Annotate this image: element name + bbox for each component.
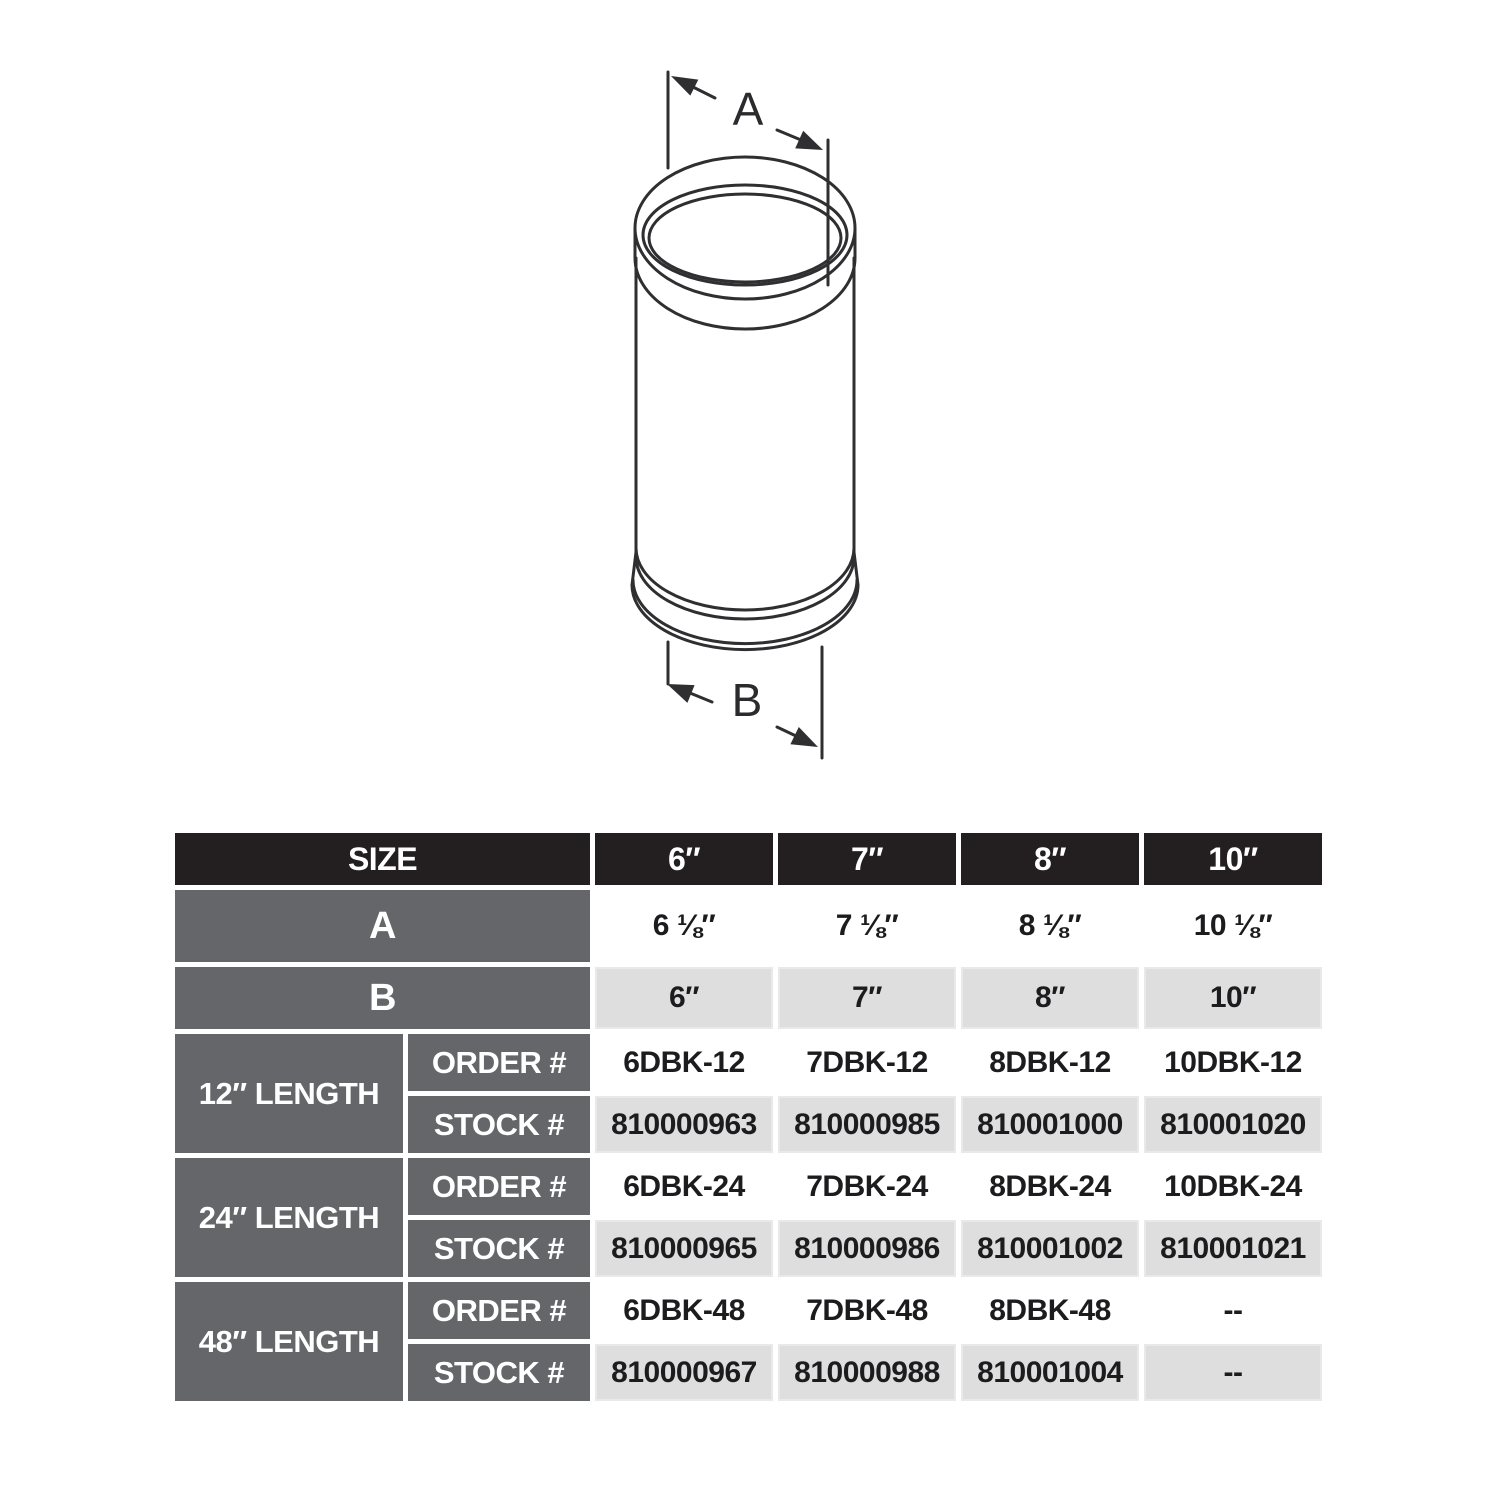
dim-a-arrow-left-tail	[693, 87, 715, 98]
stock-number-label: STOCK #	[408, 1096, 590, 1153]
order-number-cell: 7DBK-48	[778, 1282, 956, 1339]
dim-a-row	[175, 890, 1322, 962]
order-number-cell: --	[1144, 1282, 1322, 1339]
stock-number-cell: 810000965	[595, 1220, 773, 1277]
dim-a-value: 8 ⅛″	[961, 890, 1139, 962]
pipe-bottom-edge-arc-2	[632, 585, 858, 650]
dim-b-value: 6″	[595, 967, 773, 1029]
dim-b-arrowhead-left	[667, 684, 695, 703]
dim-b-arrow-right-tail	[777, 727, 796, 736]
dim-a-arrowhead-left	[671, 76, 698, 96]
stock-number-cell: 810001000	[961, 1096, 1139, 1153]
order-number-cell: 7DBK-24	[778, 1158, 956, 1215]
length-24-label: 24″ LENGTH	[175, 1158, 403, 1277]
order-number-cell: 6DBK-48	[595, 1282, 773, 1339]
order-number-cell: 8DBK-24	[961, 1158, 1139, 1215]
stock-number-cell: 810000986	[778, 1220, 956, 1277]
stock-number-cell: 810000963	[595, 1096, 773, 1153]
length-12-order-row	[175, 1034, 1322, 1091]
dim-b-value: 10″	[1144, 967, 1322, 1029]
stock-number-label: STOCK #	[408, 1220, 590, 1277]
dim-label-b: B	[731, 674, 763, 726]
pipe-top-crimp-ellipse-2	[649, 194, 841, 282]
size-col-7: 7″	[778, 833, 956, 885]
dim-b-value: 8″	[961, 967, 1139, 1029]
order-number-cell: 8DBK-12	[961, 1034, 1139, 1091]
order-number-cell: 10DBK-12	[1144, 1034, 1322, 1091]
order-number-label: ORDER #	[408, 1034, 590, 1091]
pipe-top-crimp-ellipse-1	[643, 185, 847, 285]
stock-number-cell: 810001021	[1144, 1220, 1322, 1277]
pipe-top-outer-ellipse	[635, 157, 855, 299]
order-number-label: ORDER #	[408, 1158, 590, 1215]
order-number-cell: 10DBK-24	[1144, 1158, 1322, 1215]
dim-b-row-label: B	[175, 967, 590, 1029]
stock-number-cell: 810001004	[961, 1344, 1139, 1401]
size-header-cell: SIZE	[175, 833, 590, 885]
dim-a-value: 6 ⅛″	[595, 890, 773, 962]
length-48-label: 48″ LENGTH	[175, 1282, 403, 1401]
order-number-cell: 6DBK-12	[595, 1034, 773, 1091]
stock-number-cell: 810000985	[778, 1096, 956, 1153]
dim-a-arrowhead-right	[795, 131, 823, 150]
dim-b-arrow-left-tail	[690, 693, 712, 702]
size-col-10: 10″	[1144, 833, 1322, 885]
dim-b-row	[175, 967, 1322, 1029]
dim-label-a: A	[732, 83, 764, 135]
stock-number-cell: 810001020	[1144, 1096, 1322, 1153]
stock-number-cell: 810000967	[595, 1344, 773, 1401]
dim-a-value: 10 ⅛″	[1144, 890, 1322, 962]
dim-a-value: 7 ⅛″	[778, 890, 956, 962]
order-number-label: ORDER #	[408, 1282, 590, 1339]
stock-number-cell: --	[1144, 1344, 1322, 1401]
dim-a-arrow-right-tail	[777, 130, 801, 140]
size-col-6: 6″	[595, 833, 773, 885]
stock-number-label: STOCK #	[408, 1344, 590, 1401]
length-12-label: 12″ LENGTH	[175, 1034, 403, 1153]
order-number-cell: 6DBK-24	[595, 1158, 773, 1215]
stock-number-cell: 810000988	[778, 1344, 956, 1401]
dim-a-row-label: A	[175, 890, 590, 962]
stock-number-cell: 810001002	[961, 1220, 1139, 1277]
order-number-cell: 7DBK-12	[778, 1034, 956, 1091]
length-24-order-row	[175, 1158, 1322, 1215]
spec-table	[170, 828, 1327, 1406]
size-header-row	[175, 833, 1322, 885]
length-48-order-row	[175, 1282, 1322, 1339]
dim-b-value: 7″	[778, 967, 956, 1029]
dim-b-arrowhead-right	[790, 727, 818, 747]
size-col-8: 8″	[961, 833, 1139, 885]
order-number-cell: 8DBK-48	[961, 1282, 1139, 1339]
